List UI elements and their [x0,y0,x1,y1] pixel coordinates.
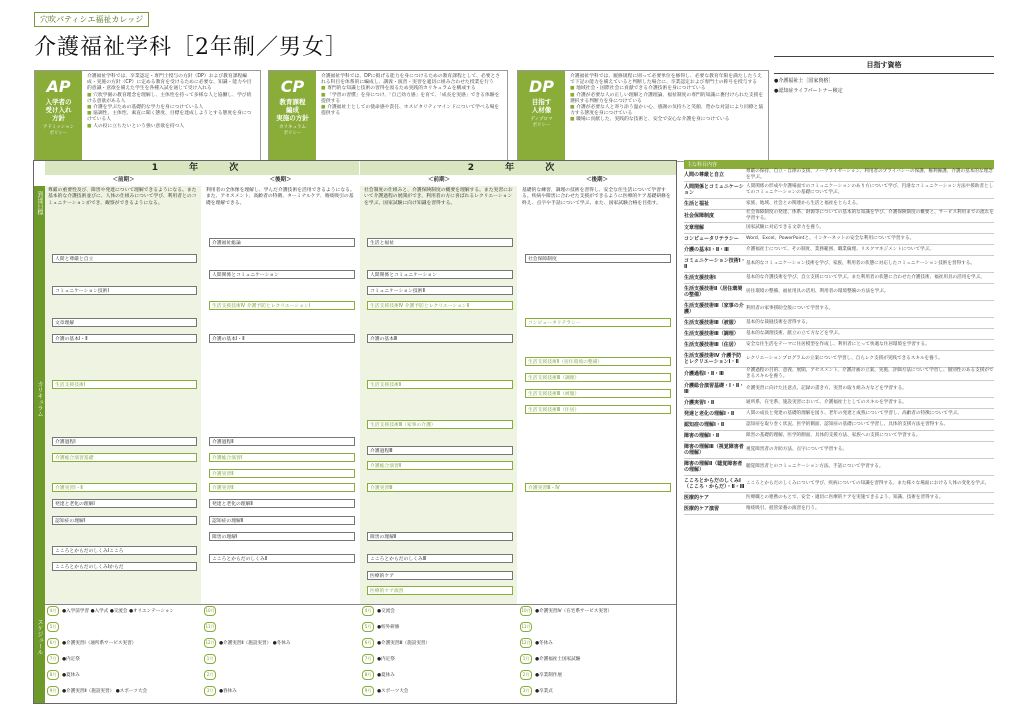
cp-mark: CP [280,77,305,96]
cp-bullet: ■ 専門的な知識と技術の習得を図るため実践的カリキュラムを構成する [321,86,503,92]
schedule-text: ●卒業制作展 [535,673,562,678]
goal-text: 利用者の全体像を理解し、学んだ介護技術を活用できるようになる。また、アセスメント、高齢者の特徴、ターミナルケア、喀痰吸引の基礎を理解できる。 [206,188,355,206]
schedule-text: ●内定祭 [62,657,80,662]
month-badge: 9月 [362,686,374,696]
month-badge: 9月 [47,686,59,696]
subject-list-header: 主な科目内容 [684,160,994,169]
month-badge: 6月 [47,638,59,648]
dp-en: ディプロマ ポリシー [530,117,553,128]
subject-desc: 利用者の家事援助全般について学習する。 [746,306,834,311]
course-cell: 介護実習Ⅱ [209,469,355,478]
schedule-row [362,636,512,651]
schedule-text: ●介護実習Ⅱ（施設実習） ●冬休み [219,641,291,646]
subject-row [684,273,994,284]
course-cell: 介護過程Ⅲ [367,446,513,455]
side-goal-label: 到達目標 [36,191,43,215]
schedule-text: ●卒業式 [535,689,553,694]
schedule-row [47,636,197,651]
schedule-row [204,620,354,635]
schedule-row [520,636,670,651]
subject-name: 生活支援技術Ⅰ [684,275,716,281]
month-badge: 12月 [204,638,216,648]
subject-desc: こころとからだのしくみについて学び、疾病についての知識を習得する。また様々な場面における人体の変化を学ぶ。 [746,481,990,486]
schedule-row [47,620,197,635]
course-cell: 障害の理解Ⅱ [367,532,513,541]
subject-name: 生活支援技術Ⅲ（被服） [684,320,739,326]
course-cell: 介護の基本Ⅰ・Ⅱ [52,334,197,343]
schedule-row [362,668,512,683]
course-cell: 発達と老化の理解Ⅰ [52,499,197,508]
term-header: ＜後期＞ [585,177,608,183]
subject-desc: 通所系、在宅系、施設実習において、介護福祉士としてのスキルを学習する。 [746,400,907,405]
schedule-text: ●春休み [219,689,237,694]
month-badge: 7月 [362,654,374,664]
schedule-row [520,668,670,683]
curriculum-policy-box [268,70,508,162]
subject-desc: 基本的な裁縫技術を習得する。 [746,320,811,325]
month-badge: 3月 [520,686,532,696]
course-cell: 介護実習Ⅰ・Ⅱ [52,483,197,492]
schedule-text: ●介護実習Ⅰ（通所系サービス実習） [62,641,137,646]
course-cell: こころとからだのしくみⅡ [209,554,355,563]
schedule-row [204,668,354,683]
cp-name-2: 編成 [286,106,299,114]
subject-name: 社会保障制度 [684,213,715,219]
subject-row [684,493,994,504]
subject-row [684,169,994,182]
course-cell: 生活と福祉 [367,238,513,247]
schedule-row [204,652,354,667]
month-badge: 7月 [47,654,59,664]
admission-policy-box [34,70,261,162]
dp-mark: DP [528,77,554,96]
ap-label-column [35,71,82,161]
subject-name: 生活支援技術Ⅲ（調理） [684,331,739,337]
subject-name: 障害の理解Ⅱ（聴覚障害者の理解） [684,461,743,473]
course-cell: 生活支援技術Ⅲ（家事の介護） [367,420,513,429]
subject-name: 生活と福祉 [684,201,710,207]
schedule-text: ●介護実習Ⅲ（施設実習） [377,641,431,646]
schedule-text: ●冬休み [535,641,553,646]
schedule-row [362,620,512,635]
subject-name: 障害の理解Ⅲ（視覚障害者の理解） [684,444,744,456]
course-cell: 発達と老化の理解Ⅱ [209,499,355,508]
schedule-row [47,684,197,699]
ap-bullet: ■ 人の役に立ちたいという強い意欲を持つ人 [87,124,256,130]
course-cell: 認知症の理解Ⅰ [52,516,197,525]
course-cell: 生活支援技術Ⅲ（調理） [525,373,671,382]
course-cell: こころとからだのしくみⅢ [367,554,513,563]
side-goal [34,186,45,231]
dp-bullet: ■ 介護が必要な人の正しい理解と介護理論、福祉制度の専門的知識に裏付けられた支援を選択する判断力を身につけている [570,93,764,105]
subject-row [684,329,994,340]
course-cell: 生活支援技術Ⅲ（住居） [525,405,671,414]
subject-row [684,210,994,223]
dp-name-2: 人材像 [531,106,552,114]
subject-row [684,223,994,234]
month-badge: 8月 [362,670,374,680]
month-badge: 5月 [47,622,59,632]
subject-row [684,182,994,199]
month-badge: 12月 [520,638,532,648]
dp-text: 介護福祉学科では、履修規程に則って必要単位を修得し、必要な教育年限を満たしたうえで下記の能力を備えていると判断した場合に、卒業認定および専門士の称号を授与する [570,74,762,86]
subject-row [684,420,994,431]
course-cell: 人間関係とコミュニケーション [209,270,355,279]
subject-name: 人間関係とコミュニケーション [684,184,744,196]
subject-desc: 喀痰吸引、経管栄養の演習を行う。 [746,506,820,511]
month-badge: 10月 [204,606,216,616]
dp-bullet: ■ 職場に貢献した、実践的な技術と、安全で安心な介護を身につけている [570,117,764,123]
subject-desc: 視覚障害者の介助方法、点字について学習する。 [746,447,847,452]
course-cell: 介護総合演習基礎 [52,453,197,462]
col-bg [202,186,359,604]
course-cell: 生活支援技術Ⅰ [52,380,197,389]
term-header: ＜前期＞ [427,177,450,183]
dp-name-1: 目指す [531,98,552,106]
subject-desc: 基本的なコミュニケーション技術を学び、家族、利用者の状態に対応したコミュニケーション技術を習得する。 [746,261,975,266]
schedule-text: ●介護実習Ⅳ（在宅系サービス実習） [535,609,613,614]
subject-desc: 介護過程の目的、意義、展開、アセスメント、介護計画の立案、実施、評価方法について学習し、個別性のある支援ができるスキルを養う。 [746,368,994,379]
cp-name-3: 実施の方針 [276,114,309,122]
schedule-text: ●内定祭 [377,657,395,662]
subject-desc: 尊厳の保持、自立・自律の支援、ノーマライゼーション、利用者のプライバシーの保護、権利擁護、介護の基本的な理念を学ぶ。 [746,169,993,180]
subject-row [684,442,994,459]
course-cell: 医療的ケア [367,571,513,580]
subject-row [684,431,994,442]
dp-bullet: ■ 地域社会・国際社会に貢献できる介護技術を身につけている [570,86,764,92]
course-cell: こころとからだのしくみⅠからだ [52,562,197,571]
schedule-row [47,604,197,619]
subject-name: 医療的ケア [684,495,710,501]
subject-desc: 社会保障制度の発達、体系、財源等についての基本的な知識を学び、介護保険制度の概要と、サービス利用までの流れを学習する。 [746,210,994,221]
subject-name: 障害の理解Ⅰ・Ⅱ [684,433,720,439]
subject-row [684,368,994,381]
qualification-item: ●介護福祉士［国家資格］ [774,78,834,84]
goal-text: 社会制度の仕組みと、介護保険制度の概要を理解する。また実習において介護過程の展開ができ、利用者の方に喜ばれるレクリエーションを学ぶ。国家試験に向け知識を習得する。 [364,188,513,206]
ap-name-2: 受け入れ [45,106,72,114]
month-badge: 11月 [520,622,532,632]
cp-bullet: ■ 介護福祉士としての使命感や責任、ホスピタリティマインドについて学べる場を提供する [321,105,503,117]
col-bg [45,186,201,604]
schedule-text: ●校外研修 [377,625,400,630]
subject-name: 介護過程Ⅰ・Ⅱ・Ⅲ [684,371,724,377]
col-bg [360,186,517,604]
course-cell: こころとからだのしくみⅠこころ [52,546,197,555]
page-title: 介護福祉学科［2年制／男女］ [34,35,348,60]
schedule-row [204,604,354,619]
cp-text: 介護福祉学科では、DPに掲げる能力を身につけるための教育課程として、必要とされる科目を体系的に編成し、講義・演習・実習を適切に組み合わせた授業を行う [321,74,501,86]
course-cell: 介護の基本Ⅲ [367,334,513,343]
subject-name: 発達と老化の理解Ⅰ・Ⅱ [684,411,735,417]
subject-desc: 介護福祉士について、その制度、業務範囲、職業倫理、リスクマネジメントについて学ぶ。 [746,247,934,252]
course-cell: 介護福祉総論 [209,238,355,247]
subject-desc: 医療職との連携のもとで、安全・適切に医療的ケアを実施できるよう、知識、技術を習得する。 [746,495,944,500]
subject-name: コミュニケーション技術Ⅰ・Ⅱ [684,258,746,270]
subject-name: 生活支援技術Ⅲ（家事の介護） [684,303,744,315]
dp-bullet: ■ 介護が必要な人と寄り添う温かい心、感謝の気持ちと笑顔、豊かな対話により同僚と協力する態度を身につけている [570,105,764,117]
course-cell: コンピュータリテラシー [525,318,671,327]
schedule-row [362,684,512,699]
month-badge: 6月 [362,638,374,648]
course-cell: 文章理解 [52,318,197,327]
subject-row [684,199,994,210]
qualification-item: ●認知症ライフパートナー検定 [774,88,843,94]
course-cell: 介護実習Ⅲ [367,483,513,492]
schedule-text: ●介護実習Ⅱ（施設実習） ●スポーツ大会 [62,689,148,694]
course-cell: コミュニケーション技術Ⅱ [367,286,513,295]
term-header: ＜前期＞ [112,177,135,183]
cp-bullet: ■ 「学習の習慣」を身につけ、「自己効力感」を育て、「成長を実感」できる体験を提供する [321,93,503,105]
subject-row [684,284,994,301]
subject-desc: レクリエーションプログラムの立案について学習し、自らレク支援が実践できるスキルを養う。 [746,356,943,361]
course-cell: 介護過程Ⅱ [209,437,355,446]
month-badge: 1月 [520,654,532,664]
subject-desc: 障害の基礎的理解、医学的側面、具体的支援方法、家族への支援について学習する。 [746,433,921,438]
side-curriculum-label: カリキュラム [36,381,43,417]
month-badge: 4月 [47,606,59,616]
schedule-row [520,620,670,635]
cp-label-column [269,71,316,161]
subject-desc: 聴覚障害者とのコミュニケーション方法、手話について学習する。 [746,464,884,469]
subject-desc: 人間関係の形成や介護場面でのコミュニケーションのあり方について学び、円滑なコミュニケーション方法や援助者としてのコミュニケーションの基礎について学ぶ。 [746,184,994,195]
month-badge: 2月 [520,670,532,680]
course-cell: 介護過程Ⅰ [52,437,197,446]
ap-bullet: ■ 穴吹学園の教育理念を理解し、主体性を持って多様な人と協働し、学び続ける意欲がある人 [87,93,256,105]
subject-row [684,398,994,409]
subject-desc: 基本的な調理技術、献立の立て方などを学ぶ。 [746,331,843,336]
month-badge: 1月 [204,654,216,664]
dp-label-column [518,71,565,161]
ap-mark: AP [46,77,71,96]
subject-list [684,160,994,515]
course-cell: 生活支援技術Ⅱ [367,380,513,389]
schedule-text: ●夏休み [62,673,80,678]
ap-name-1: 入学者の [45,98,72,106]
diploma-policy-box [517,70,769,162]
course-cell: 生活支援技術Ⅳ 介護予防とレクリエーションⅠ [209,301,355,310]
schedule-text: ●入学前学習 ●入学式 ●交流会 ●オリエンテーション [62,609,175,614]
schedule-text: ●交流会 [377,609,395,614]
subject-name: 生活支援技術Ⅳ 介護予防とレクリエーションⅠ・Ⅱ [684,353,742,365]
subject-row [684,381,994,398]
subject-desc: 居住環境の整備、福祉用具の活用、利用者の環境整備の方法を学ぶ。 [746,289,889,294]
month-badge: 5月 [362,622,374,632]
goal-text: 基礎的な練習、調理の技術を習得し、安全な住生活について学習する。疾病や障害に合わせた支援ができるように医療的ケア基礎研修を終え、点字や手話について学ぶ。また、国家試験合格を目指す。 [522,188,671,206]
course-cell: 生活支援技術Ⅳ 介護予防とレクリエーションⅡ [367,301,513,310]
course-cell: コミュニケーション技術Ⅰ [52,286,197,295]
course-cell: 介護の基本Ⅰ・Ⅱ [209,334,355,343]
subject-name: 認知症の理解Ⅰ・Ⅱ [684,422,725,428]
subject-row [684,318,994,329]
term-header: ＜後期＞ [269,177,292,183]
subject-desc: 国家試験に対応できる文章力を養う。 [746,225,825,230]
course-cell: 認知症の理解Ⅱ [209,516,355,525]
course-cell: 介護総合演習Ⅱ [367,461,513,470]
month-badge: 4月 [362,606,374,616]
ap-name-3: 方針 [52,114,65,122]
schedule-row [204,684,354,699]
cp-en: カリキュラム ポリシー [279,125,306,136]
course-cell: 障害の理解Ⅰ [209,532,355,541]
subject-row [684,459,994,476]
side-curriculum [34,231,45,604]
subject-row [684,234,994,245]
subject-name: 介護の基本Ⅰ・Ⅱ・Ⅲ [684,247,729,253]
subject-row [684,256,994,273]
side-schedule [34,604,45,703]
course-cell: 医療的ケア演習 [367,586,513,595]
subject-row [684,504,994,515]
schedule-row [362,652,512,667]
year-1-header: 1 年 次 [45,161,359,175]
subject-desc: 基本的な介護技術を学び、自立支援について学ぶ。また利用者の状態に合わせた介護技術、福祉用具の活用を学ぶ。 [746,275,985,280]
qualification-header: 目指す資格 [774,56,994,74]
schedule-row [520,604,670,619]
subject-name: 介護実習Ⅰ・Ⅱ [684,400,715,406]
subject-name: 文章理解 [684,225,705,231]
course-cell: 人間と尊厳と自立 [52,254,197,263]
course-cell: 介護総合演習Ⅰ [209,453,355,462]
subject-name: こころとからだのしくみⅠ（こころ・からだ）・Ⅱ・Ⅲ [684,478,745,490]
subject-desc: 認知症を取り巻く状況、医学的側面、認知症の基礎について学習し、具体的支援方法を習得する。 [746,422,949,427]
goal-text: 尊厳の重要性及び、障害や発達について理解できるようになる。また基本的な介護技術並びに、人体の仕組みについて学び、利用者とのコミュニケーションができ、観察ができるようになる。 [48,188,197,206]
subject-row [684,340,994,351]
subject-desc: 人間の成長と発達の基礎的理解を図り、老年の発達と成熟について学習し、高齢者の特徴について学ぶ。 [746,411,962,416]
subject-name: 生活支援技術Ⅲ（住居） [684,342,739,348]
course-cell: 介護実習Ⅲ・Ⅳ [525,483,671,492]
subject-desc: Word、Excel、PowerPointと、インターネットの安全な利用について学習する。 [746,236,915,241]
year-2-header: 2 年 次 [360,161,676,175]
subject-desc: 安全な住生活をテーマに住居模型を作成し、利用者にとって快適な住居環境を学習する。 [746,342,930,347]
ap-en: アドミッション ポリシー [42,125,75,136]
ap-bullet: ■ 介護を学ぶための基礎的な学力を身につけている人 [87,105,256,111]
ap-bullet: ■ 協調性、主体性、素直に聞く態度、目標を達成しようとする態度を身につけている人 [87,111,256,123]
month-badge: 3月 [204,686,216,696]
schedule-row [47,652,197,667]
cp-name-1: 教育課程 [279,98,306,106]
course-cell: 介護実習Ⅱ [209,483,355,492]
month-badge: 2月 [204,670,216,680]
qualification-box [774,56,994,94]
schedule-row [47,668,197,683]
subject-name: 介護総合演習基礎・Ⅰ・Ⅱ・Ⅲ [684,383,745,395]
subject-desc: 介護実習に向けた注意点、記録の書き方、実習の取り組み方などを学習する。 [746,386,907,391]
subject-name: 医療的ケア演習 [684,506,720,512]
subject-desc: 家族、地域、社会との関連から生活と福祉をとらえる。 [746,201,861,206]
subject-name: 人間の尊厳と自立 [684,172,725,178]
subject-name: 生活支援技術Ⅱ（居住環境の整備） [684,286,743,298]
subject-row [684,301,994,318]
schedule-row [362,604,512,619]
course-cell: 生活支援技術Ⅲ（被服） [525,389,671,398]
schedule-text: ●スポーツ大会 [377,689,409,694]
school-tag: 穴吹パティシエ福祉カレッジ [34,12,149,27]
month-badge: 8月 [47,670,59,680]
subject-row [684,409,994,420]
schedule-row [520,684,670,699]
schedule-text: ●介護福祉士国家試験 [535,657,581,662]
subject-row [684,476,994,493]
schedule-row [520,652,670,667]
side-schedule-label: スケジュール [36,619,43,655]
month-badge: 11月 [204,622,216,632]
course-cell: 人間関係とコミュニケーション [367,270,513,279]
month-badge: 10月 [520,606,532,616]
subject-name: コンピュータリテラシー [684,236,739,242]
course-cell: 生活支援技術Ⅱ（居住環境の整備） [525,357,671,366]
course-cell: 社会保障制度 [525,254,671,263]
schedule-text: ●夏休み [377,673,395,678]
schedule-row [204,636,354,651]
ap-text: 介護福祉学科では、卒業認定・専門士授与の方針（DP）および教育課程編成・実施の方針（CP）に定める教育を受けるために必要な、知識・能力や目的意識・意欲を備えた学生を各種入試を通じて受け入れる [87,74,252,92]
subject-row [684,245,994,256]
subject-row [684,351,994,368]
